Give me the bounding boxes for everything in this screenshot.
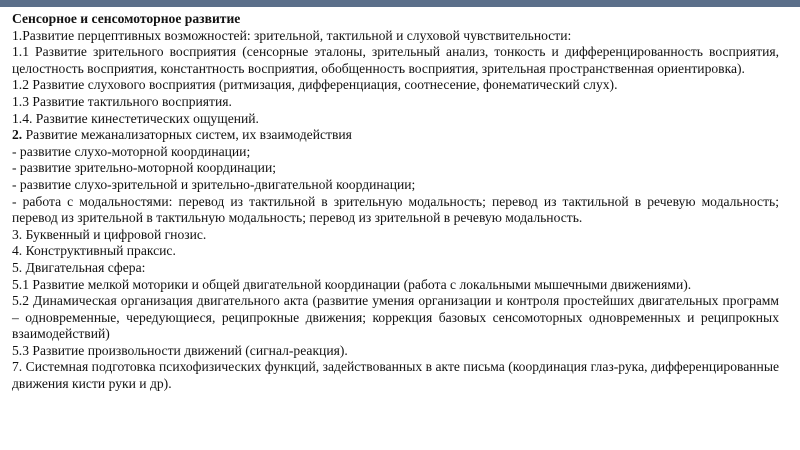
line-auditory-visual: - развитие слухо-зрительной и зрительно-двигательной координации; xyxy=(12,176,416,192)
line-gnosis: 3. Буквенный и цифровой гнозис. xyxy=(12,226,207,242)
line-kinesthetic: 1.4. Развитие кинестетических ощущений. xyxy=(12,110,259,126)
section-number: 2. xyxy=(12,127,23,143)
line-voluntary-movement: 5.3 Развитие произвольности движений (сигнал-реакция). xyxy=(12,342,348,358)
line-motor-sphere: 5. Двигательная сфера: xyxy=(12,259,146,275)
line-fine-motor: 5.1 Развитие мелкой моторики и общей двигательной координации (работа с локальными мышечными движениями). xyxy=(12,276,692,292)
line-writing-prep: 7. Системная подготовка психофизических функций, задействованных в акте письма (координация глаз-рука, дифференцированные движения кисти руки и др). xyxy=(12,359,779,392)
line-perceptual: 1.Развитие перцептивных возможностей: зрительной, тактильной и слуховой чувствительности: xyxy=(12,27,572,43)
line-interanalyzer xyxy=(12,127,779,144)
line-praxis: 4. Конструктивный праксис. xyxy=(12,243,176,259)
line-visual-motor: - развитие зрительно-моторной координации; xyxy=(12,160,277,176)
line-tactile-perception: 1.3 Развитие тактильного восприятия. xyxy=(12,93,232,109)
line-modalities: - работа с модальностями: перевод из тактильной в зрительную модальность; перевод из тактильной в речевую модальность; перевод из зрительной в тактильную модальность; перевод из зрительной в речевую модальность. xyxy=(12,193,779,226)
line-auditory-perception: 1.2 Развитие слухового восприятия (ритмизация, дифференциация, соотнесение, фонематический слух). xyxy=(12,77,618,93)
line-visual-perception: 1.1 Развитие зрительного восприятия (сенсорные эталоны, зрительный анализ, тонкость и дифференцированность восприятия, целостность восприятия, константность восприятия, обобщенность восприятия, зрительная пространственная ориентировка). xyxy=(12,44,779,76)
section-text: Развитие межанализаторных систем, их взаимодействия xyxy=(22,127,352,143)
text-body xyxy=(12,11,779,393)
line-dynamic-organization: 5.2 Динамическая организация двигательного акта (развитие умения организации и контроля простейших двигательных программ – одновременные, чередующиеся, реципрокные движения; коррекция базовых сенсомоторных одновременных и реципрокных взаимодействий) xyxy=(12,293,779,342)
document-title: Сенсорное и сенсомоторное развитие xyxy=(12,11,241,26)
top-band xyxy=(0,0,800,7)
line-auditory-motor: - развитие слухо-моторной координации; xyxy=(12,143,251,159)
